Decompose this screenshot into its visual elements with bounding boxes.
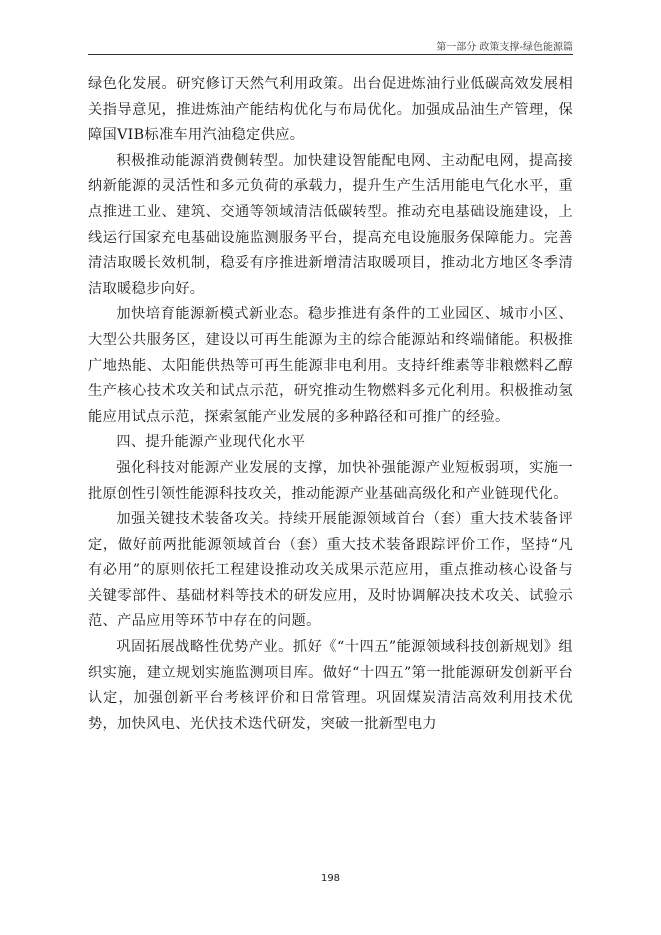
page-body [88,72,573,737]
paragraph-continued: 绿色化发展。研究修订天然气利用政策。出台促进炼油行业低碳高效发展相关指导意见，推进炼油产能结构优化与布局优化。加强成品油生产管理，保障国VIB标准车用汽油稳定供应。 [88,76,573,144]
paragraph-key-equipment: 加强关键技术装备攻关。持续开展能源领域首台（套）重大技术装备评定，做好前两批能源领域首台（套）重大技术装备跟踪评价工作，坚持“凡有必用”的原则依托工程建设推动攻关成果示范应用，重点推动核心设备与关键零部件、基础材料等技术的研发应用，及时协调解决技术攻关、试验示范、产品应用等环节中存在的问题。 [88,511,573,630]
paragraph-tech-support: 强化科技对能源产业发展的支撑，加快补强能源产业短板弱项，实施一批原创性引领性能源科技攻关，推动能源产业基础高级化和产业链现代化。 [88,459,573,502]
paragraph-energy-consumption: 积极推动能源消费侧转型。加快建设智能配电网、主动配电网，提高接纳新能源的灵活性和多元负荷的承载力，提升生产生活用能电气化水平，重点推进工业、建筑、交通等领域清洁低碳转型。推动充电基础设施建设，上线运行国家充电基础设施监测服务平台，提高充电设施服务保障能力。完善清洁取暖长效机制，稳妥有序推进新增清洁取暖项目，推动北方地区冬季清洁取暖稳步向好。 [88,152,573,297]
paragraph-new-business-models: 加快培育能源新模式新业态。稳步推进有条件的工业园区、城市小区、大型公共服务区，建设以可再生能源为主的综合能源站和终端储能。积极推广地热能、太阳能供热等可再生能源非电利用。支持纤维素等非粮燃料乙醇生产核心技术攻关和试点示范，研究推动生物燃料多元化利用。积极推动氢能应用试点示范，探索氢能产业发展的多种路径和可推广的经验。 [88,306,573,425]
page-number: 198 [320,873,341,884]
running-header: 第一部分 政策支撑-绿色能源篇 [436,42,573,53]
section-heading: 四、提升能源产业现代化水平 [116,434,306,451]
header-rule [88,54,573,55]
paragraph-strategic-industries: 巩固拓展战略性优势产业。抓好《“十四五”能源领域科技创新规划》组织实施，建立规划实施监测项目库。做好“十四五”第一批能源研发创新平台认定，加强创新平台考核评价和日常管理。巩固煤炭清洁高效利用技术优势，加快风电、光伏技术迭代研发，突破一批新型电力 [88,639,573,732]
